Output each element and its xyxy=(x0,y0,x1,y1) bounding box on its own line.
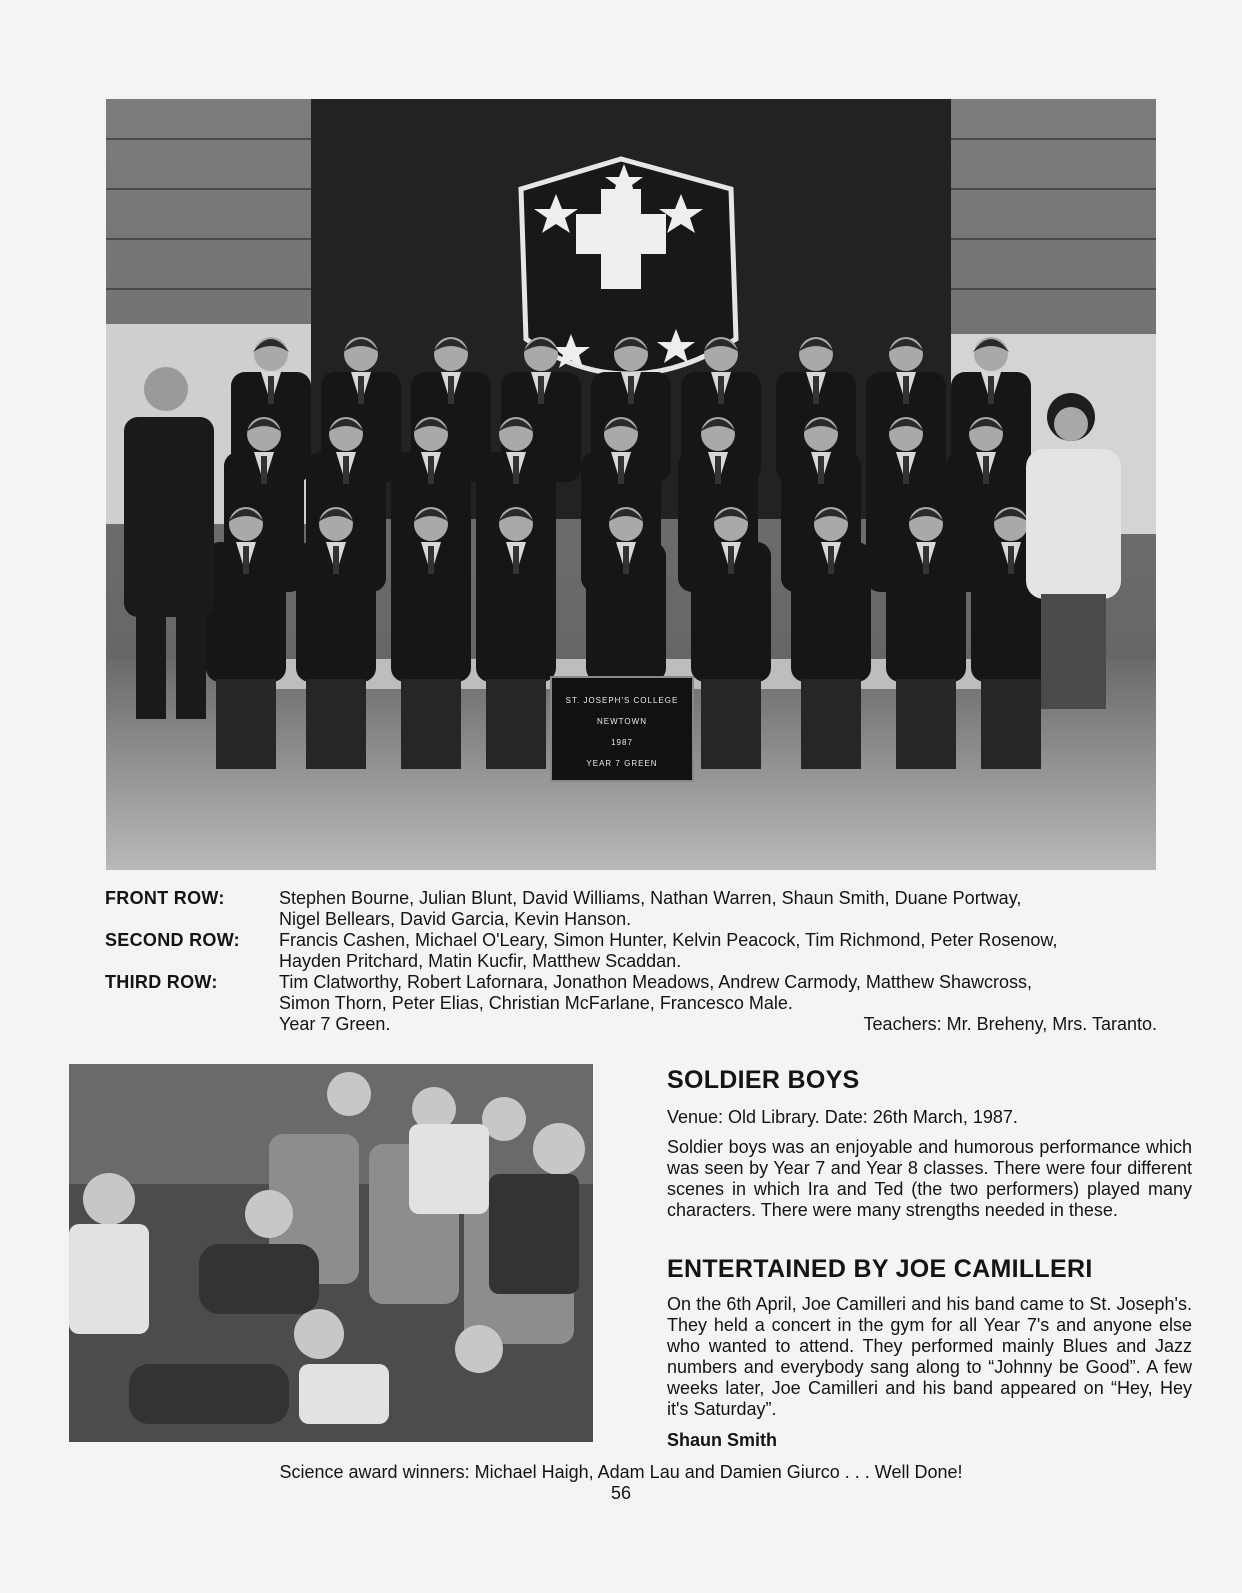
second-row-entry xyxy=(105,930,1157,972)
soldier-boys-venue: Venue: Old Library. Date: 26th March, 1987. xyxy=(667,1107,1018,1127)
teachers: Teachers: Mr. Breheny, Mrs. Taranto. xyxy=(863,1014,1157,1034)
sign-line-3: 1987 xyxy=(611,738,633,747)
third-row-entry xyxy=(105,972,1157,1014)
camilleri-heading: ENTERTAINED BY JOE CAMILLERI xyxy=(667,1255,1093,1283)
front-row-entry xyxy=(105,888,1157,930)
class-name: Year 7 Green. xyxy=(279,1014,391,1034)
science-awards-line: Science award winners: Michael Haigh, Adam Lau and Damien Giurco . . . Well Done! xyxy=(279,1462,963,1482)
photo-roster xyxy=(105,888,1157,1035)
sign-line-4: YEAR 7 GREEN xyxy=(586,759,658,768)
third-row-label: THIRD ROW: xyxy=(105,972,218,992)
third-row-names-1: Tim Clatworthy, Robert Lafornara, Jonathon Meadows, Andrew Carmody, Matthew Shawcross, xyxy=(279,972,1032,992)
camilleri-body: On the 6th April, Joe Camilleri and his band came to St. Joseph's. They held a concert in the gym for all Year 7's and anyone else who wanted to attend. They performed mainly Blues and Jazz numbers and everybody sang along to “Johnny be Good”. A few weeks later, Joe Camilleri and his band appeared on “Hey, Hey it's Saturday”. xyxy=(667,1294,1192,1419)
article-author: Shaun Smith xyxy=(667,1430,778,1450)
audience-photo xyxy=(69,1064,593,1442)
soldier-boys-body: Soldier boys was an enjoyable and humorous performance which was seen by Year 7 and Year 8 classes. There were four different scenes in which Ira and Ted (the two performers) played many characters. There were many strengths needed in these. xyxy=(667,1137,1192,1220)
second-row-label: SECOND ROW: xyxy=(105,930,240,950)
sign-line-1: ST. JOSEPH'S COLLEGE xyxy=(565,696,679,705)
page-number: 56 xyxy=(610,1483,632,1503)
sign-line-2: NEWTOWN xyxy=(597,717,647,726)
soldier-boys-heading: SOLDIER BOYS xyxy=(667,1066,860,1094)
class-photo xyxy=(106,99,1156,870)
second-row-names-1: Francis Cashen, Michael O'Leary, Simon Hunter, Kelvin Peacock, Tim Richmond, Peter Rosenow, xyxy=(279,930,1058,950)
front-row-names-2: Nigel Bellears, David Garcia, Kevin Hanson. xyxy=(279,909,632,929)
second-row-names-2: Hayden Pritchard, Matin Kucfir, Matthew Scaddan. xyxy=(279,951,682,971)
front-row-names-1: Stephen Bourne, Julian Blunt, David Williams, Nathan Warren, Shaun Smith, Duane Portway, xyxy=(279,888,1022,908)
college-sign xyxy=(551,677,693,781)
third-row-names-2: Simon Thorn, Peter Elias, Christian McFarlane, Francesco Male. xyxy=(279,993,793,1013)
front-row-label: FRONT ROW: xyxy=(105,888,225,908)
